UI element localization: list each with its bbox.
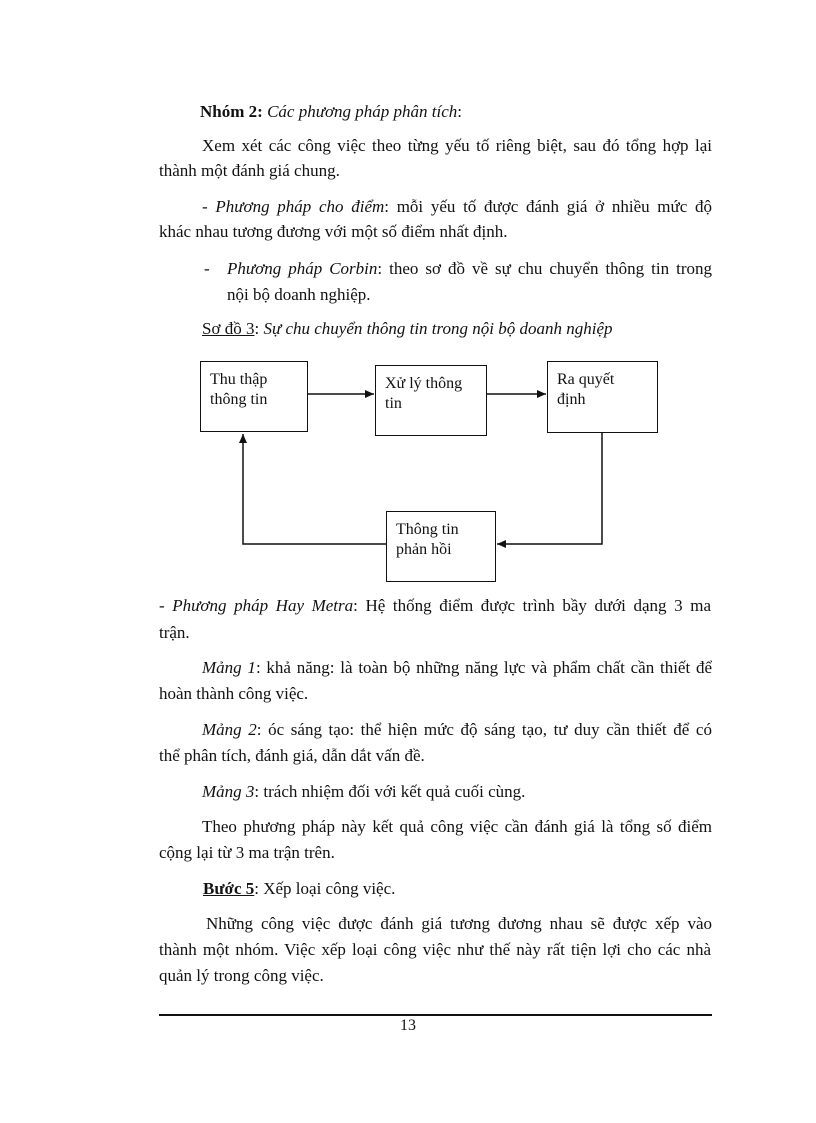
box-decide-line-2: định [557, 391, 586, 408]
array1-line-2: hoàn thành công việc. [159, 684, 309, 703]
array2-name: Mảng 2 [202, 720, 257, 739]
diagram-caption [202, 318, 613, 340]
diagram-caption-title: Sự chu chuyển thông tin trong nội bộ doanh nghiệp [263, 319, 613, 338]
box-collect-info [200, 361, 308, 432]
hay-metra-rest: : Hệ thống điểm được trình bầy dưới dạng 3 ma [353, 596, 711, 615]
points-method-name: Phương pháp cho điểm [215, 197, 385, 216]
step5-text-line-3: quản lý trong công việc. [159, 966, 324, 985]
hay-metra-dash: - [159, 596, 173, 615]
step5-rest: : Xếp loại công việc. [254, 879, 396, 898]
array3-line [202, 781, 525, 803]
corbin-dash: - [204, 259, 210, 278]
box-decide-line-1: Ra quyết [557, 371, 615, 388]
array1-name: Mảng 1 [202, 658, 256, 677]
page-number: 13 [400, 1017, 416, 1034]
box-process-info [375, 365, 487, 436]
group2-heading [200, 101, 462, 123]
corbin-line-2: nội bộ doanh nghiệp. [227, 285, 371, 304]
box-process-info-line-2: tin [385, 395, 402, 412]
summary-line-1: Theo phương pháp này kết quả công việc cần đánh giá là tổng số điểm [202, 817, 712, 836]
arrow-decide-to-feedback [497, 432, 602, 544]
array2-line-2: thể phân tích, đánh giá, dẫn dắt vấn đề. [159, 746, 425, 765]
group2-title: Các phương pháp phân tích [267, 102, 458, 121]
hay-metra-name: Phương pháp Hay Metra [172, 596, 354, 615]
intro-line-1: Xem xét các công việc theo từng yếu tố riêng biệt, sau đó tổng hợp lại [202, 136, 712, 155]
array3-name: Mảng 3 [202, 782, 255, 801]
box-feedback [386, 511, 496, 582]
step5-heading [203, 878, 395, 900]
box-feedback-line-2: phản hồi [396, 541, 452, 558]
diagram-caption-colon: : [254, 319, 264, 338]
corbin-method-rest: : theo sơ đồ về sự chu chuyển thông tin trong [377, 259, 712, 278]
summary-line-2: cộng lại từ 3 ma trận trên. [159, 843, 335, 862]
corbin-method-name: Phương pháp Corbin [227, 259, 378, 278]
points-method-rest: : mỗi yếu tố được đánh giá ở nhiều mức độ [384, 197, 712, 216]
points-method-dash: - [202, 197, 216, 216]
box-feedback-line-1: Thông tin [396, 521, 459, 538]
box-collect-info-line-2: thông tin [210, 391, 268, 408]
step5-text-line-1: Những công việc được đánh giá tương đương nhau sẽ được xếp vào [206, 914, 712, 933]
array2-rest: : óc sáng tạo: thể hiện mức độ sáng tạo, tư duy cần thiết để có [256, 720, 712, 739]
array1-rest: : khả năng: là toàn bộ những năng lực và phẩm chất cần thiết để [255, 658, 712, 677]
box-collect-info-line-1: Thu thập [210, 371, 268, 388]
box-process-info-line-1: Xử lý thông [385, 375, 463, 392]
points-method-line-1 [202, 196, 712, 218]
hay-metra-line-1 [159, 595, 711, 617]
group2-colon: : [457, 102, 463, 121]
step5-label: Bước 5 [203, 879, 255, 898]
box-decide [547, 361, 658, 433]
intro-line-2: thành một đánh giá chung. [159, 161, 340, 180]
diagram-caption-label: Sơ đồ 3 [202, 319, 255, 338]
points-method-line-2: khác nhau tương đương với một số điểm nhất định. [159, 222, 508, 241]
array3-rest: : trách nhiệm đối với kết quả cuối cùng. [254, 782, 526, 801]
hay-metra-line-2: trận. [159, 623, 190, 642]
group2-label: Nhóm 2: [200, 102, 263, 121]
array2-line-1 [202, 719, 712, 741]
step5-text-line-2: thành một nhóm. Việc xếp loại công việc như thế này rất tiện lợi cho các nhà [159, 940, 711, 959]
corbin-line-1 [227, 258, 712, 280]
array1-line-1 [202, 657, 712, 679]
arrow-feedback-to-collect [243, 434, 386, 544]
